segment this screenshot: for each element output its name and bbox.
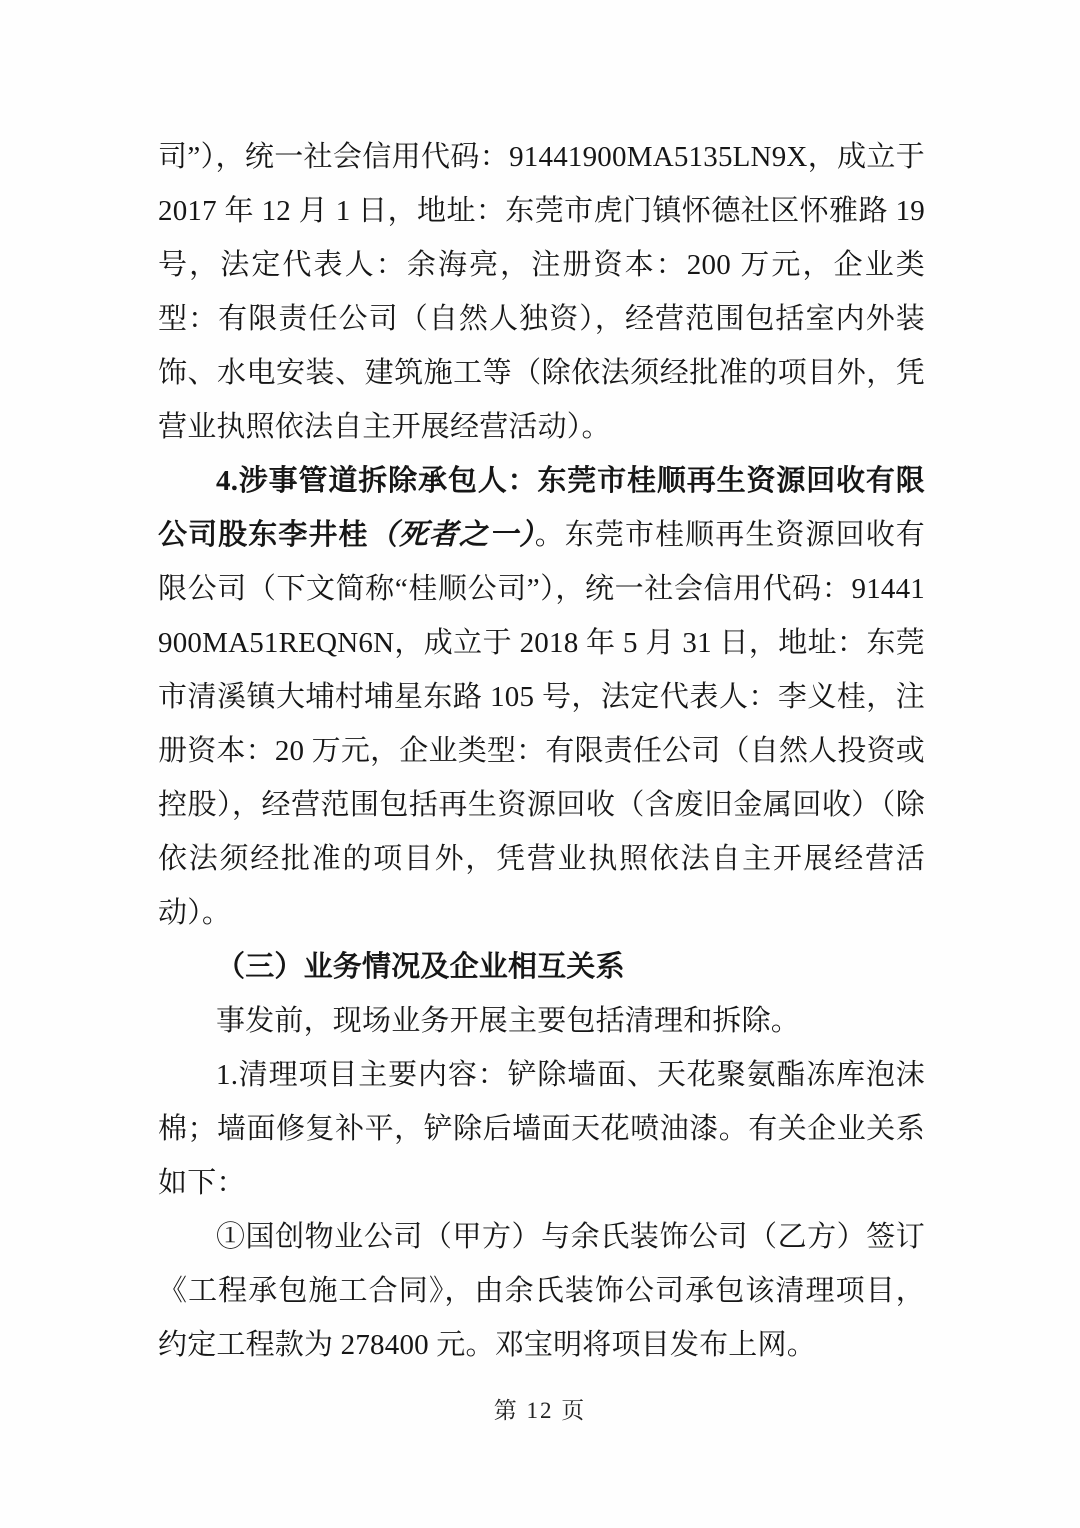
paragraph-text: ①国创物业公司（甲方）与余氏装饰公司（乙方）签订《工程承包施工合同》，由余氏装饰公司承包该清理项目，约定工程款为 278400 元。邓宝明将项目发布上网。	[158, 1221, 925, 1361]
deceased-note-text: （死者之一）	[368, 519, 535, 551]
paragraph-item-1-cleaning-project	[158, 1048, 925, 1210]
paragraph-text: 司”），统一社会信用代码：91441900MA5135LN9X，成立于 2017 年 12 月 1 日，地址：东莞市虎门镇怀德社区怀雅路 19 号，法定代表人：余海亮，注册资本：200 万元，企业类型：有限责任公司（自然人独资），经营范围包括室内外装饰、水电安装、建筑施工等（除依法须经批准的项目外，凭营业执照依法自主开展经营活动）。	[158, 141, 925, 443]
paragraph-text: 1.清理项目主要内容：铲除墙面、天花聚氨酯冻库泡沫棉；墙面修复补平，铲除后墙面天花喷油漆。有关企业关系如下：	[158, 1059, 925, 1199]
section-heading-3-business	[158, 940, 925, 994]
page-number-footer: 第 12 页	[493, 1398, 587, 1423]
paragraph-text: 事发前，现场业务开展主要包括清理和拆除。	[216, 1005, 801, 1037]
document-body	[158, 130, 925, 1372]
section-heading-text: （三）业务情况及企业相互关系	[216, 951, 625, 983]
paragraph-company-yushi-continuation	[158, 130, 925, 454]
paragraph-relation-1-contract	[158, 1210, 925, 1372]
item-4-lead-bold-text: 4.涉事管道拆除承包人：东莞市桂顺再生资源回收有限公司股东李井桂	[158, 465, 925, 551]
item-4-body-text: 。东莞市桂顺再生资源回收有限公司（下文简称“桂顺公司”），统一社会信用代码：91441900MA51REQN6N，成立于 2018 年 5 月 31 日，地址：东莞市清溪镇大埔村埔星东路 105 号，法定代表人：李义桂，注册资本：20 万元，企业类型：有限责任公司（自然人投资或控股），经营范围包括再生资源回收（含废旧金属回收）（除依法须经批准的项目外，凭营业执照依法自主开展经营活动）。	[158, 519, 925, 929]
paragraph-item-4-guishun-company	[158, 454, 925, 940]
paragraph-business-overview	[158, 994, 925, 1048]
